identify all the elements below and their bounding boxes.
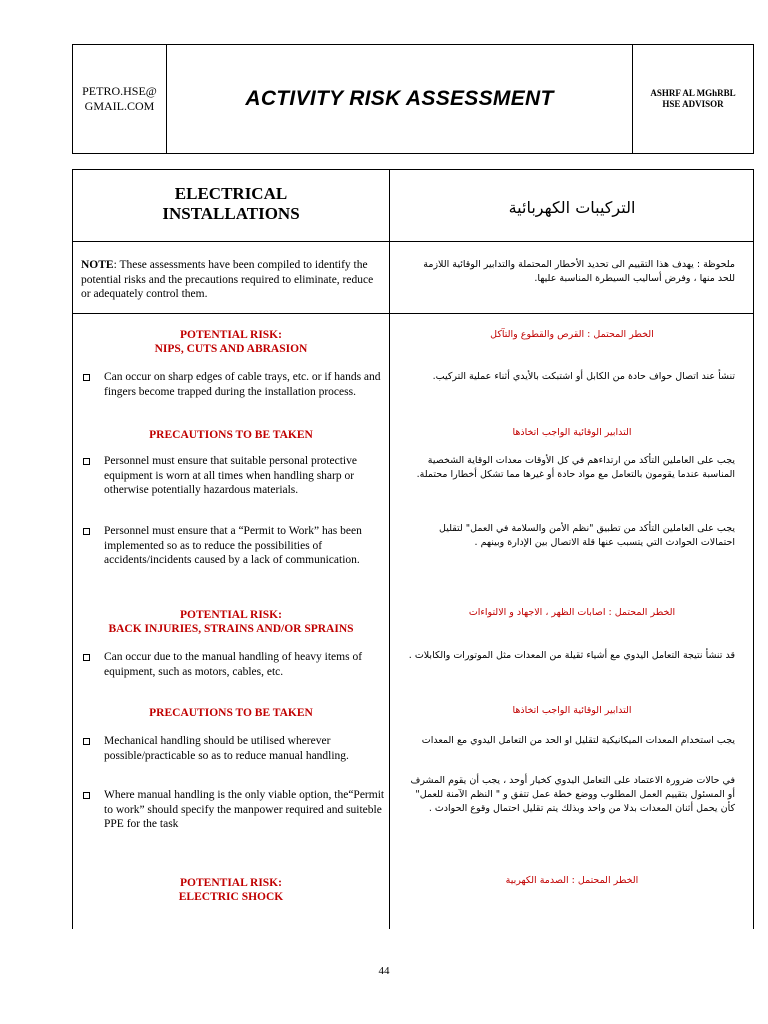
bullet-box-icon bbox=[83, 374, 90, 381]
risk-title-line-2: BACK INJURIES, STRAINS AND/OR SPRAINS bbox=[108, 623, 354, 635]
bullet-box-icon bbox=[83, 654, 90, 661]
bullet-box-icon bbox=[83, 738, 90, 745]
note-text bbox=[81, 258, 383, 302]
column-divider bbox=[389, 170, 390, 929]
precautions-title: PRECAUTIONS TO BE TAKEN bbox=[149, 707, 313, 719]
risk-cause: Can occur due to the manual handling of heavy items of equipment, such as motors, cables, etc. bbox=[104, 651, 363, 678]
contact-email bbox=[73, 45, 167, 153]
risk-title bbox=[73, 608, 389, 636]
note-body: : These assessments have been compiled to identify the potential risks and the precautions required to eliminate, reduce or adequately control them. bbox=[81, 259, 374, 300]
header-box bbox=[72, 44, 754, 154]
row-divider bbox=[73, 313, 753, 314]
precaution-text: Personnel must ensure that a “Permit to Work” has been implemented so as to reduce the possibilities of accidents/incidents caused by a lack of communication. bbox=[104, 525, 362, 566]
email-line-1: PETRO.HSE@ bbox=[82, 84, 157, 98]
risk-title bbox=[73, 328, 389, 356]
author-block bbox=[633, 45, 753, 153]
precautions-title-arabic: التدابير الوقائية الواجب اتخاذها bbox=[512, 705, 632, 716]
precaution-text-arabic: يجب على العاملين التأكد من تطبيق "نظم الأمن والسلامة في العمل" لتقليل احتمالات الحوادث التي يتسبب عنها قلة الاتصال بين الإدارة وبينهم . bbox=[439, 523, 735, 548]
precaution-text: Where manual handling is the only viable option, the“Permit to work” should specify the manpower required and suiteble PPE for the task bbox=[104, 789, 385, 830]
bullet-box-icon bbox=[83, 458, 90, 465]
list-item bbox=[81, 454, 385, 498]
section-title bbox=[73, 184, 389, 224]
list-item bbox=[81, 370, 385, 399]
risk-cause-arabic: قد تنشأ نتيجة التعامل اليدوي مع أشياء ثقيلة من المعدات مثل الموتورات والكابلات . bbox=[408, 650, 735, 661]
risk-title bbox=[73, 876, 389, 904]
author-name: ASHRF AL MGhRBL bbox=[650, 88, 736, 98]
bullet-box-icon bbox=[83, 792, 90, 799]
precaution-text-arabic: في حالات ضرورة الاعتماد على التعامل اليدوي كخيار أوحد ، يجب أن يقوم المشرف أو المسئول بتقييم العمل المطلوب ووضع خطة عمل تتفق و " النظم الآمنة للعمل" كأن يحمل أثنان المعدات بدلا من واحد وبذلك يتم تقليل احتمال وقوع الحوادث . bbox=[410, 775, 735, 814]
note-text-arabic: ملحوظة : يهدف هذا التقييم الى تحديد الأخطار المحتملة والتدابير الوقائية اللازمة للحد منها ، وفرض أساليب السيطرة المناسبة عليها. bbox=[423, 259, 735, 284]
section-title-line-2: INSTALLATIONS bbox=[162, 204, 300, 223]
author-role: HSE ADVISOR bbox=[662, 99, 724, 109]
precaution-text: Personnel must ensure that suitable personal protective equipment is worn at all times when handling sharp or otherwise potentially hazardous materials. bbox=[104, 455, 357, 496]
list-item bbox=[81, 734, 385, 763]
precaution-text-arabic: يجب استخدام المعدات الميكانيكية لتقليل او الحد من التعامل اليدوي مع المعدات bbox=[421, 735, 735, 746]
section-title-line-1: ELECTRICAL bbox=[174, 184, 288, 203]
precautions-title: PRECAUTIONS TO BE TAKEN bbox=[149, 429, 313, 441]
precautions-title-arabic: التدابير الوقائية الواجب اتخاذها bbox=[512, 427, 632, 438]
risk-title-line-2: NIPS, CUTS AND ABRASION bbox=[154, 343, 308, 355]
list-item bbox=[81, 524, 385, 568]
assessment-table bbox=[72, 169, 754, 929]
risk-title-line-1: POTENTIAL RISK: bbox=[180, 329, 282, 341]
precaution-text: Mechanical handling should be utilised wherever possible/practicable so as to reduce manual handling. bbox=[104, 735, 349, 762]
risk-cause-arabic: تنشأ عند اتصال حواف حادة من الكابل أو اشتبكت بالأيدي أثناء عملية التركيب. bbox=[432, 371, 735, 382]
risk-title-arabic: الخطر المحتمل : اصابات الظهر ، الاجهاد و الالتواءات bbox=[468, 607, 676, 618]
section-title-arabic: التركيبات الكهربائية bbox=[508, 198, 636, 217]
page-title: ACTIVITY RISK ASSESSMENT bbox=[167, 45, 633, 153]
risk-title-line-1: POTENTIAL RISK: bbox=[180, 877, 282, 889]
risk-title-line-1: POTENTIAL RISK: bbox=[180, 609, 282, 621]
page-number: 44 bbox=[378, 965, 390, 977]
risk-title-arabic: الخطر المحتمل : الصدمة الكهربية bbox=[505, 875, 639, 886]
note-label: NOTE bbox=[81, 259, 114, 271]
list-item bbox=[81, 650, 385, 679]
bullet-box-icon bbox=[83, 528, 90, 535]
precaution-text-arabic: يجب على العاملين التأكد من ارتداءهم في كل الأوقات معدات الوقاية الشخصية المناسبة عندما يقومون بالتعامل مع مواد حادة أو غيرها مما تشكل أخطارا محتملة. bbox=[416, 455, 735, 480]
email-line-2: GMAIL.COM bbox=[84, 99, 155, 113]
risk-title-arabic: الخطر المحتمل : القرص والقطوع والتآكل bbox=[490, 329, 654, 340]
row-divider bbox=[73, 241, 753, 242]
risk-cause: Can occur on sharp edges of cable trays, etc. or if hands and fingers become trapped during the installation process. bbox=[104, 371, 381, 398]
risk-title-line-2: ELECTRIC SHOCK bbox=[178, 891, 284, 903]
list-item bbox=[81, 788, 385, 832]
